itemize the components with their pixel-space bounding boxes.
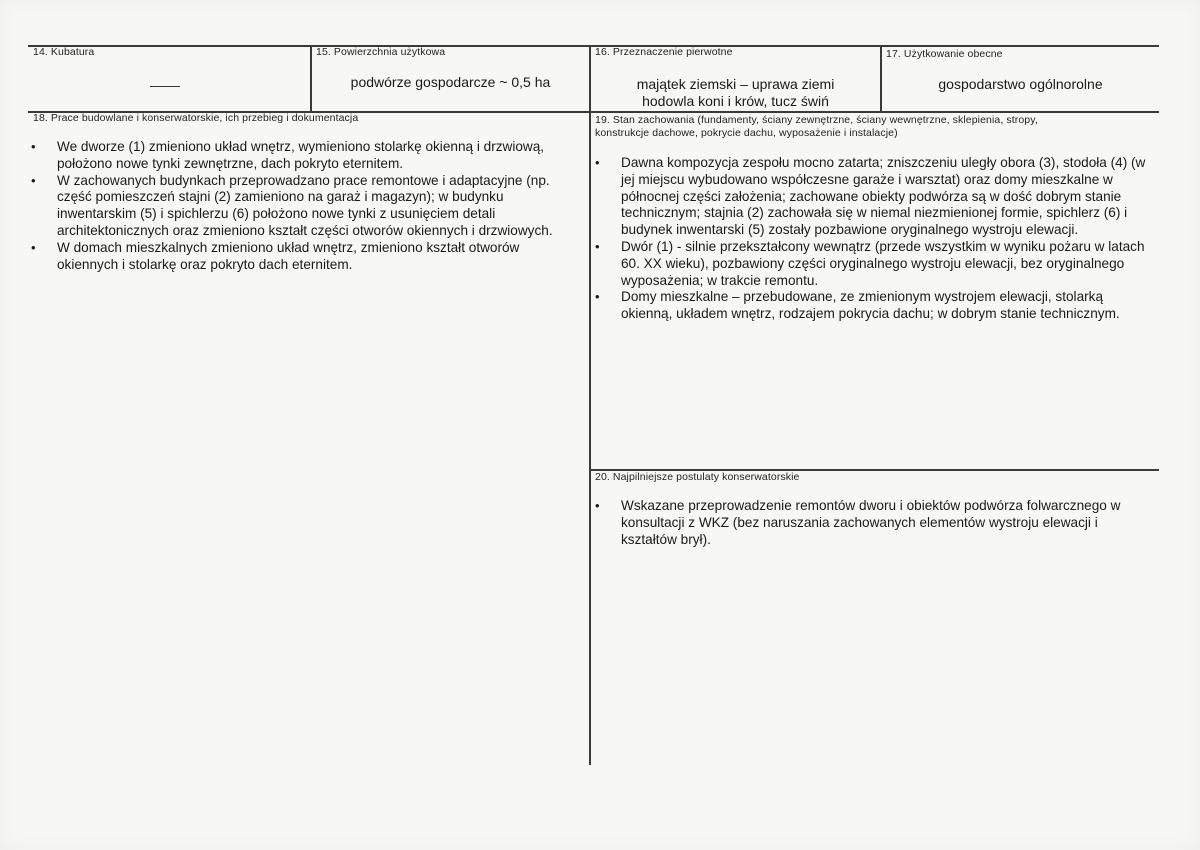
field15-value: podwórze gospodarcze ~ 0,5 ha <box>350 74 551 90</box>
field19-label-line1: 19. Stan zachowania (fundamenty, ściany zewnętrzne, ściany wewnętrzne, sklepienia, stropy, <box>595 114 1038 126</box>
field19-label-line2: konstrukcje dachowe, pokrycie dachu, wyposażenie i instalacje) <box>595 127 898 139</box>
field18-label: 18. Prace budowlane i konserwatorskie, ich przebieg i dokumentacja <box>33 112 359 124</box>
top-rule <box>28 45 1159 47</box>
field20-item: • Wskazane przeprowadzenie remontów dworu i obiektów podwórza folwarcznego w konsultacji z WKZ (bez naruszania zachowanych elementów wystroju elewacji i kształtów brył). <box>595 498 1135 548</box>
field16-label: 16. Przeznaczenie pierwotne <box>595 46 733 58</box>
field17-label: 17. Użytkowanie obecne <box>886 48 1003 60</box>
field16-value-line1: majątek ziemski – uprawa ziemi <box>636 76 835 92</box>
divider-main <box>589 45 591 765</box>
field18-item: • W zachowanych budynkach przeprowadzano prace remontowe i adaptacyjne (np. część pomieszczeń stajni (2) zamieniono na garaż i magazyn); w budynku inwentarskim (5) i spichlerzu (6) położono nowe tynki z usunięciem detali architektonicznych oraz zmieniono kształt części otworów okiennych i drzwiowych. <box>31 173 584 240</box>
field18-list <box>31 139 584 273</box>
field19-list <box>595 155 1155 323</box>
field16-value-line2: hodowla koni i krów, tucz świń <box>642 93 829 109</box>
field18-item: • We dworze (1) zmieniono układ wnętrz, wymieniono stolarkę okienną i drzwiową, położono nowe tynki zewnętrzne, dach pokryto eternitem. <box>31 139 584 173</box>
field20-list <box>595 498 1135 548</box>
field19-item: • Domy mieszkalne – przebudowane, ze zmienionym wystrojem elewacji, stolarką okienną, układem wnętrz, rodzajem pokrycia dachu; w dobrym stanie technicznym. <box>595 289 1155 323</box>
field20-label: 20. Najpilniejsze postulaty konserwatorskie <box>595 471 800 483</box>
field19-item: • Dwór (1) - silnie przekształcony wewnątrz (przede wszystkim w wyniku pożaru w latach 60. XX wieku), pozbawiony części oryginalnego wystroju elewacji, bez oryginalnego wyposażenia; w trakcie remontu. <box>595 239 1155 289</box>
field18-item: • W domach mieszkalnych zmieniono układ wnętrz, zmieniono kształt otworów okiennych i stolarkę oraz pokryto dach eternitem. <box>31 240 584 274</box>
field14-label: 14. Kubatura <box>33 46 95 58</box>
field17-value: gospodarstwo ogólnorolne <box>938 76 1103 92</box>
field14-empty-dash <box>150 86 180 87</box>
field15-label: 15. Powierzchnia użytkowa <box>316 46 446 58</box>
field19-item: • Dawna kompozycja zespołu mocno zatarta; zniszczeniu uległy obora (3), stodoła (4) (w jej miejscu wybudowano współczesne garaże i warsztat) oraz domy mieszkalne w północnej części założenia; zachowane obiekty podwórza są w dość dobrym stanie technicznym; stajnia (2) zachowała się w niemal niezmienionej formie, spichlerz (6) i budynek inwentarski (5) zostały pozbawione oryginalnego wystroju elewacji. <box>595 155 1155 239</box>
